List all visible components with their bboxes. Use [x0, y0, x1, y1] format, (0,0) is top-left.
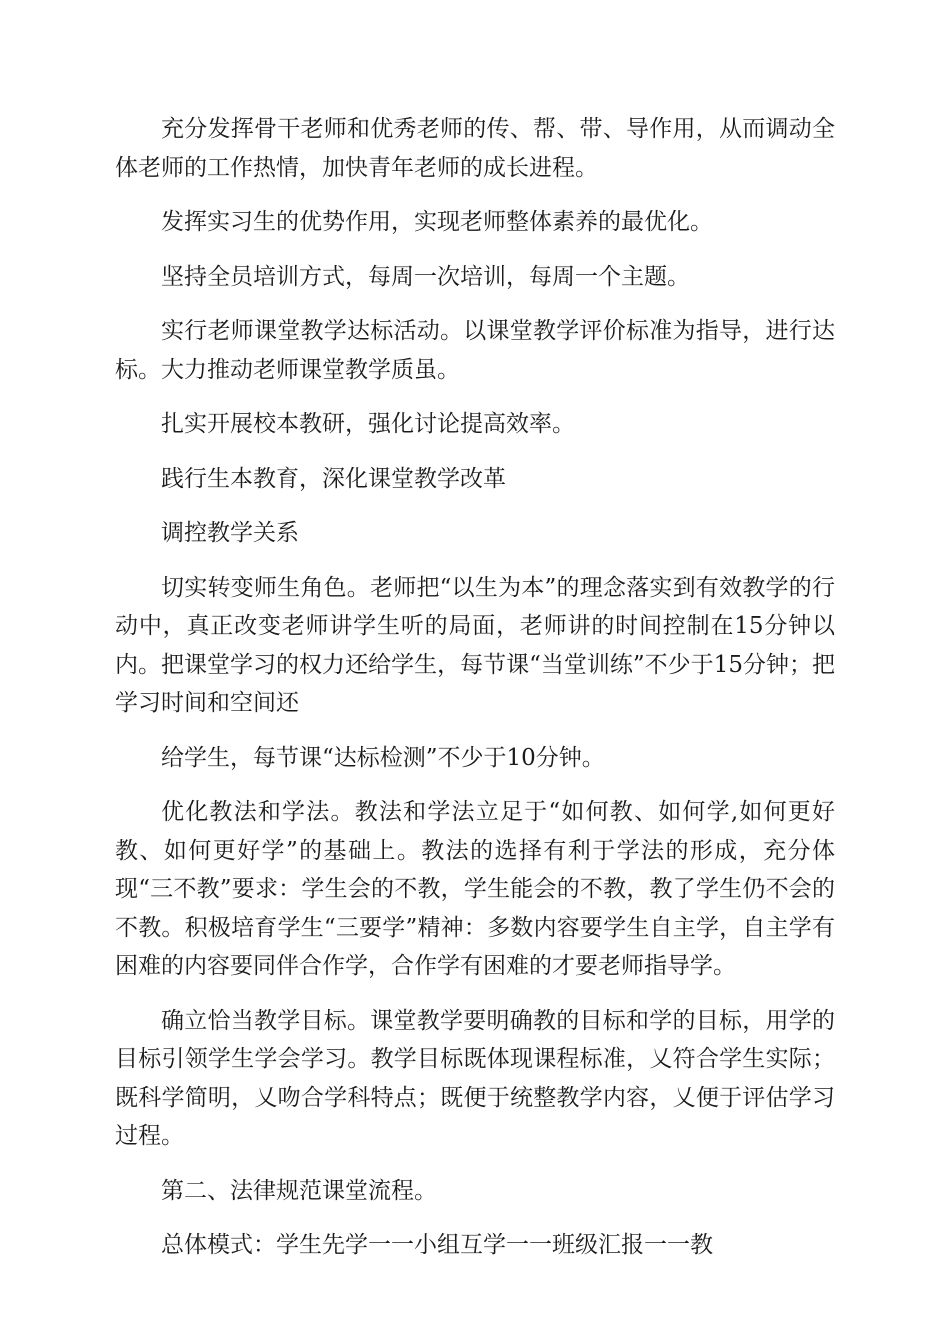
paragraph-9: 给学生，每节课“达标检测”不少于10分钟。	[161, 744, 605, 771]
paragraph-10: 优化教法和学法。教法和学法立足于“如何教、如何学,如何更好教、如何更好学”的基础上。教法的选择有利于学法的形成，充分体现“三不教”要求：学生会的不教，学生能会的不教，教了学生仍不会的不教。积极培育学生“三要学”精神：多数内容要学生自主学，自主学有困难的内容要同伴合作学，合作学有困难的才要老师指导学。	[115, 799, 835, 979]
paragraph-3: 坚持全员培训方式，每周一次培训，每周一个主题。	[161, 263, 690, 290]
paragraph-5: 扎实开展校本教研，强化讨论提高效率。	[161, 411, 575, 437]
paragraph-1: 充分发挥骨干老师和优秀老师的传、帮、带、导作用，从而调动全体老师的工作热情，加快青年老师的成长进程。	[115, 116, 835, 181]
paragraph-4: 实行老师课堂教学达标活动。以课堂教学评价标准为指导，进行达标。大力推动老师课堂教学质虽。	[115, 318, 835, 383]
paragraph-6: 践行生本教育，深化课堂教学改革	[161, 465, 506, 492]
paragraph-8: 切实转变师生角色。老师把“以生为本”的理念落实到有效教学的行动中，真正改变老师讲学生听的局面，老师讲的时间控制在15分钟以内。把课堂学习的权力还给学生，每节课“当堂训练”不少于15分钟；把学习时间和空间还	[115, 574, 835, 716]
paragraph-11: 确立恰当教学目标。课堂教学要明确教的目标和学的目标，用学的目标引领学生学会学习。教学目标既体现课程标准，乂符合学生实际；既科学简明，乂吻合学科特点；既便于统整教学内容，乂便于评估学习过程。	[115, 1007, 835, 1149]
paragraph-12: 第二、法律规范课堂流程。	[161, 1177, 437, 1204]
paragraph-13: 总体模式：学生先学一一小组互学一一班级汇报一一教	[161, 1232, 713, 1258]
document-body	[115, 110, 835, 1281]
paragraph-2: 发挥实习生的优势作用，实现老师整体素养的最优化。	[161, 209, 713, 235]
paragraph-7: 调控教学关系	[161, 520, 299, 546]
